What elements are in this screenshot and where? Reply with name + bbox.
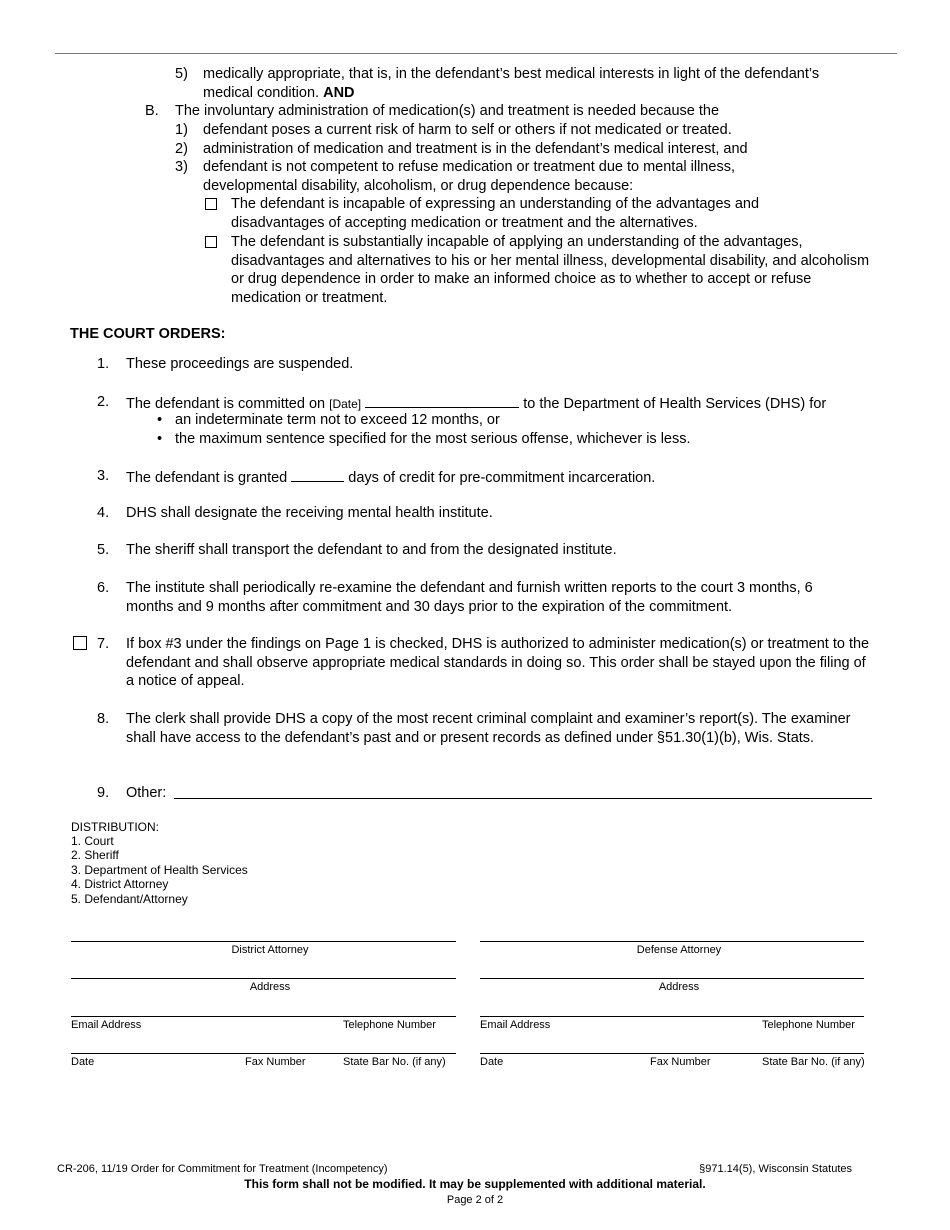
order-3-number: 3. bbox=[97, 468, 110, 484]
page-number: Page 2 of 2 bbox=[446, 1194, 504, 1206]
form-id: CR-206, 11/19 Order for Commitment for Treatment (Incompetency) bbox=[57, 1163, 388, 1175]
modification-notice: This form shall not be modified. It may be supplemented with additional material. bbox=[244, 1177, 706, 1191]
defense-attorney-address-line[interactable] bbox=[480, 978, 864, 979]
date-label: [Date] bbox=[329, 397, 362, 411]
finding-B1-text: defendant poses a current risk of harm to self or others if not medicated or treated. bbox=[203, 122, 732, 138]
district-attorney-date-label: Date bbox=[71, 1056, 95, 1068]
finding-5-text: medically appropriate, that is, in the defendant’s best medical interests in light of the defendant’s medical condition. AND bbox=[203, 66, 820, 101]
order-7-checkbox[interactable] bbox=[73, 636, 87, 650]
order-6-text: The institute shall periodically re-examine the defendant and furnish written reports to the court 3 months, 6 months and 9 months after commitment and 30 days prior to the expiration of the commitment. bbox=[126, 580, 813, 615]
district-attorney-signature-line[interactable] bbox=[71, 941, 456, 942]
top-rule bbox=[55, 53, 897, 54]
defense-attorney-date-line[interactable] bbox=[480, 1053, 864, 1054]
finding-B3-number: 3) bbox=[175, 159, 188, 175]
order-3-text: The defendant is granted days of credit for pre-commitment incarceration. bbox=[126, 467, 655, 488]
other-field[interactable] bbox=[174, 798, 872, 799]
order-1-text: These proceedings are suspended. bbox=[126, 356, 354, 372]
distribution-item: 2. Sheriff bbox=[71, 848, 119, 862]
order-9-number: 9. bbox=[97, 785, 110, 801]
order-6-number: 6. bbox=[97, 580, 110, 596]
court-orders-heading: THE COURT ORDERS: bbox=[70, 326, 226, 342]
order-1-number: 1. bbox=[97, 356, 110, 372]
order-2-bullet-1: an indeterminate term not to exceed 12 months, or bbox=[175, 412, 500, 428]
order-2-bullet-1-marker: • bbox=[157, 412, 163, 428]
finding-B2-number: 2) bbox=[175, 141, 188, 157]
distribution-title: DISTRIBUTION: bbox=[71, 820, 160, 834]
defense-attorney-label: Defense Attorney bbox=[636, 944, 722, 956]
defense-attorney-email-label: Email Address bbox=[480, 1019, 551, 1031]
credit-days-field[interactable] bbox=[291, 467, 344, 482]
defense-attorney-fax-label: Fax Number bbox=[650, 1056, 711, 1068]
distribution-item: 1. Court bbox=[71, 834, 114, 848]
defense-attorney-email-line[interactable] bbox=[480, 1016, 864, 1017]
district-attorney-date-line[interactable] bbox=[71, 1053, 456, 1054]
expressing-checkbox[interactable] bbox=[205, 198, 217, 210]
finding-B-text: The involuntary administration of medication(s) and treatment is needed because the bbox=[175, 103, 720, 119]
order-4-number: 4. bbox=[97, 505, 110, 521]
distribution-item: 3. Department of Health Services bbox=[71, 863, 248, 877]
commitment-date-field[interactable] bbox=[365, 393, 519, 408]
finding-B-label: B. bbox=[145, 103, 159, 119]
order-2-bullet-2: the maximum sentence specified for the most serious offense, whichever is less. bbox=[175, 431, 691, 447]
order-8-number: 8. bbox=[97, 711, 110, 727]
district-attorney-phone-label: Telephone Number bbox=[343, 1019, 436, 1031]
and-keyword: AND bbox=[323, 84, 355, 101]
district-attorney-address-label: Address bbox=[249, 981, 291, 993]
defense-attorney-date-label: Date bbox=[480, 1056, 504, 1068]
order-8-text: The clerk shall provide DHS a copy of the most recent criminal complaint and examiner’s report(s). The examiner shall have access to the defendant’s past and or present records as defined under §51.30(1)(b), Wis. Stats. bbox=[126, 711, 851, 746]
order-9-label: Other: bbox=[126, 785, 167, 801]
applying-checkbox-label: The defendant is substantially incapable of applying an understanding of the advantages, disadvantages and alternatives to his or her mental illness, developmental disability, and alcoholism or drug dependence in order to make an informed choice as to whether to accept or refuse medication or treatment. bbox=[231, 234, 870, 306]
order-4-text: DHS shall designate the receiving mental health institute. bbox=[126, 505, 493, 521]
defense-attorney-signature-line[interactable] bbox=[480, 941, 864, 942]
order-2-text: The defendant is committed on [Date] to the Department of Health Services (DHS) for bbox=[126, 393, 886, 414]
finding-B2-text: administration of medication and treatment is in the defendant’s medical interest, and bbox=[203, 141, 748, 157]
finding-5-number: 5) bbox=[175, 66, 188, 82]
district-attorney-bar-label: State Bar No. (if any) bbox=[343, 1056, 446, 1068]
distribution-item: 5. Defendant/Attorney bbox=[71, 892, 188, 906]
defense-attorney-address-label: Address bbox=[658, 981, 700, 993]
district-attorney-email-line[interactable] bbox=[71, 1016, 456, 1017]
order-7-number: 7. bbox=[97, 636, 110, 652]
order-2-number: 2. bbox=[97, 394, 110, 410]
applying-checkbox[interactable] bbox=[205, 236, 217, 248]
district-attorney-label: District Attorney bbox=[231, 944, 309, 956]
order-5-text: The sheriff shall transport the defendant to and from the designated institute. bbox=[126, 542, 617, 558]
expressing-checkbox-label: The defendant is incapable of expressing an understanding of the advantages and disadvantages of accepting medication or treatment and the alternatives. bbox=[231, 196, 760, 231]
order-7-text: If box #3 under the findings on Page 1 is checked, DHS is authorized to administer medication(s) or treatment to the defendant and shall observe appropriate medical standards in doing so. This order shall be stayed upon the filing of a notice of appeal. bbox=[126, 636, 870, 689]
defense-attorney-phone-label: Telephone Number bbox=[762, 1019, 855, 1031]
district-attorney-fax-label: Fax Number bbox=[245, 1056, 306, 1068]
distribution-item: 4. District Attorney bbox=[71, 877, 169, 891]
defense-attorney-bar-label: State Bar No. (if any) bbox=[762, 1056, 865, 1068]
order-5-number: 5. bbox=[97, 542, 110, 558]
district-attorney-email-label: Email Address bbox=[71, 1019, 142, 1031]
district-attorney-address-line[interactable] bbox=[71, 978, 456, 979]
statute-reference: §971.14(5), Wisconsin Statutes bbox=[699, 1163, 852, 1175]
order-2-bullet-2-marker: • bbox=[157, 431, 163, 447]
finding-B1-number: 1) bbox=[175, 122, 188, 138]
finding-B3-text: defendant is not competent to refuse medication or treatment due to mental illness, developmental disability, alcoholism, or drug dependence because: bbox=[203, 159, 735, 194]
